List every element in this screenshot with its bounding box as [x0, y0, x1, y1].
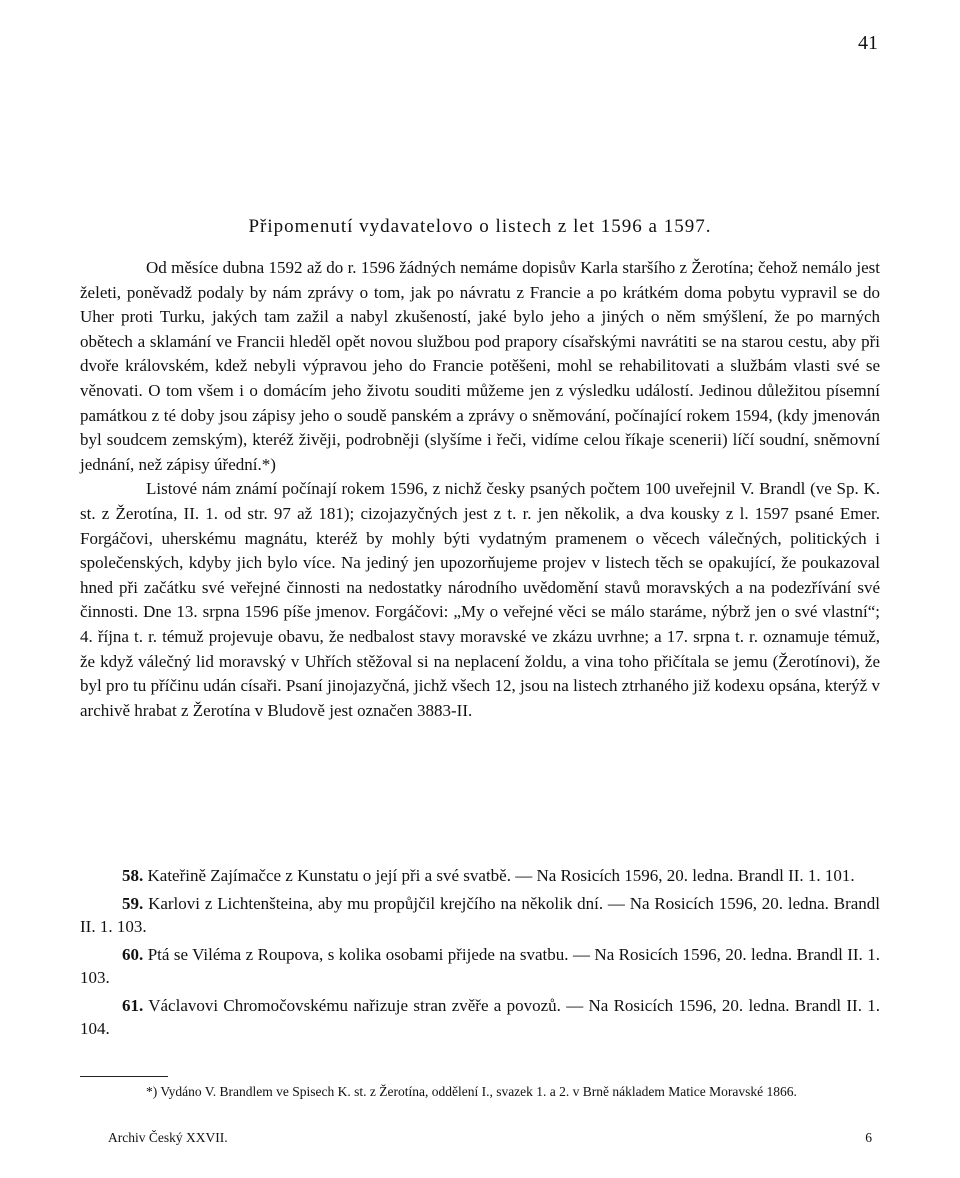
- paragraph: Listové nám známí počínají rokem 1596, z nichž česky psaných počtem 100 uveřejnil V. Brandl (ve Sp. K. st. z Žerotína, II. 1. od str. 97 až 181); cizojazyčných jest z t. r. jen několik, a dva kousky z l. 1597 psané Emer. Forgáčovi, uherskému magnátu, kteréž by mohly býti vydatným pramenem o věcech válečných, politických i společenských, kdyby jich bylo více. Na jediný jen upozorňujeme projev v listech těch se opakující, že poukazoval hned při začátku své veřejné činnosti na nedostatky národního uvědomění stavů moravských a na podezřívání své činnosti. Dne 13. srpna 1596 píše jmenov. Forgáčovi: „My o veřejné věci se málo staráme, nýbrž jen o své vlastní“; 4. října t. r. témuž projevuje obavu, že nedbalost stavy moravské ve zkázu uvrhne; a 17. srpna t. r. oznamuje témuž, že když válečný lid moravský v Uhřích stěžoval si na neplacení žoldu, a vina toho přičítala se jemu (Žerotínovi), že byl pro tu příčinu udán císaři. Psaní jinojazyčná, jichž všech 12, jsou na listech ztrhaného již kodexu opsána, kterýž v archivě hrabat z Žerotína v Bludově jest označen 3883-II.: [80, 479, 880, 720]
- letter-entries: [80, 864, 880, 1045]
- entry-number: 61.: [122, 996, 144, 1015]
- entry-number: 59.: [122, 894, 144, 913]
- list-item: [80, 864, 880, 887]
- footnote: *) Vydáno V. Brandlem ve Spisech K. st. z Žerotína, oddělení I., svazek 1. a 2. v Brně nákladem Matice Moravské 1866.: [146, 1084, 797, 1099]
- entry-text: Ptá se Viléma z Roupova, s kolika osobami přijede na svatbu. — Na Rosicích 1596, 20. ledna. Brandl II. 1. 103.: [80, 945, 880, 987]
- section-title: Připomenutí vydavatelovo o listech z let 1596 a 1597.: [248, 216, 712, 237]
- footer-sheet-number: 6: [865, 1130, 872, 1145]
- footnote-divider: [80, 1076, 168, 1077]
- entry-text: Kateřině Zajímačce z Kunstatu o její při a své svatbě. — Na Rosicích 1596, 20. ledna. Brandl II. 1. 101.: [147, 866, 855, 885]
- footer-signature: Archiv Český XXVII.: [108, 1130, 228, 1145]
- entry-text: Karlovi z Lichtenšteina, aby mu propůjčil krejčího na několik dní. — Na Rosicích 1596, 20. ledna. Brandl II. 1. 103.: [80, 894, 880, 936]
- list-item: [80, 943, 880, 989]
- page-number: 41: [858, 32, 878, 54]
- entry-number: 60.: [122, 945, 144, 964]
- list-item: [80, 892, 880, 938]
- paragraph: Od měsíce dubna 1592 až do r. 1596 žádných nemáme dopisův Karla staršího z Žerotína; čehož nemálo jest želeti, poněvadž podaly by nám zprávy o tom, jak po návratu z Francie a po krátkém doma pobytu vypravil se do Uher proti Turku, jakých tam zažil a nabyl zkušeností, jaké bylo jeho a jiných o něm smýšlení, že po marných obětech a sklamání ve Francii hleděl opět novou službou pod prapory císařskými navrátiti se na starou cestu, aby při dvoře královském, kdež nebyli výpravou jeho do Francie potěšeni, mohl se rehabilitovati a službám vlasti své se věnovati. O tom všem i o domácím jeho životu souditi můžeme jen z výsledku událostí. Jedinou důležitou písemní památkou z té doby jsou zápisy jeho o soudě panském a zprávy o sněmování, počínající rokem 1594, (kdy jmenován byl soudcem zemským), kteréž živěji, podrobněji (slyšíme i řeči, vidíme celou říkaje scenerii) líčí soudní, sněmovní jednání, než zápisy úřední.*): [80, 258, 880, 474]
- entry-text: Václavovi Chromočovskému nařizuje stran zvěře a povozů. — Na Rosicích 1596, 20. ledna. Brandl II. 1. 104.: [80, 996, 880, 1038]
- entry-number: 58.: [122, 866, 144, 885]
- body-text: [80, 256, 880, 723]
- list-item: [80, 994, 880, 1040]
